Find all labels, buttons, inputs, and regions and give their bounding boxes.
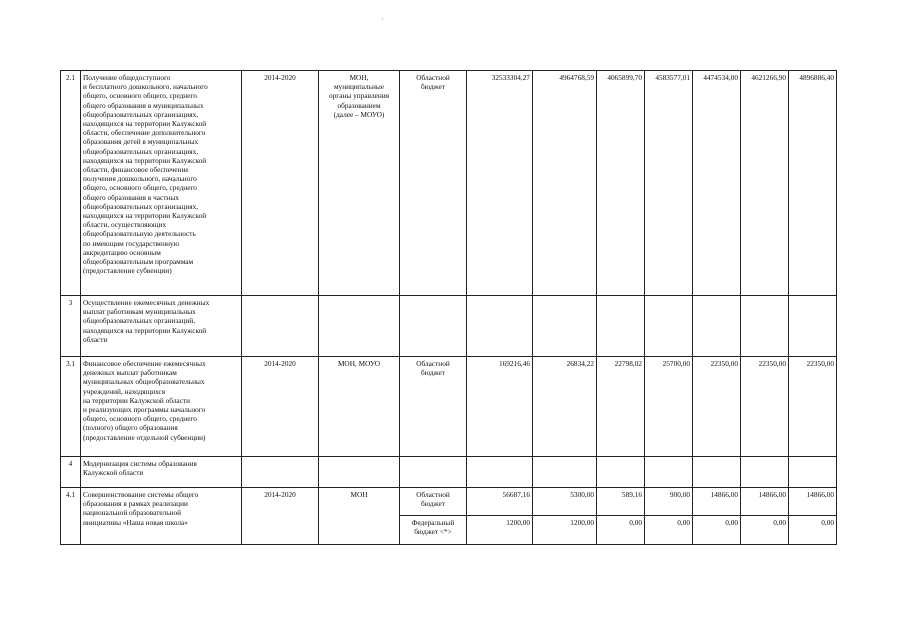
year-value: 1200,00	[533, 516, 597, 545]
row-number: 3	[61, 296, 81, 357]
table-row	[61, 457, 837, 488]
table-row	[61, 488, 837, 516]
table-row	[61, 296, 837, 357]
empty-cell	[319, 457, 400, 488]
empty-cell	[645, 457, 693, 488]
year-value: 0,00	[645, 516, 693, 545]
program-activities-table	[60, 70, 837, 545]
total-value: 169216,46	[467, 357, 533, 457]
row-number: 2.1	[61, 71, 81, 296]
funding-source: Областной бюджет	[400, 357, 467, 457]
implementation-period: 2014-2020	[242, 488, 319, 545]
empty-cell	[400, 296, 467, 357]
empty-cell	[319, 296, 400, 357]
year-value: 4583577,01	[645, 71, 693, 296]
empty-cell	[789, 296, 837, 357]
year-value: 0,00	[597, 516, 645, 545]
year-value: 900,00	[645, 488, 693, 516]
activity-description: Финансовое обеспечение ежемесячных денежных выплат работникам муниципальных общеобразовательных учреждений, находящихся на территории Калужской области и реализующих программы начального общего, основного общего, среднего (полного) общего образования (предоставление отдельной субвенции)	[81, 357, 242, 457]
year-value: 26834,22	[533, 357, 597, 457]
activity-description: Совершенствование системы общего образования в рамках реализации национальной образовательной инициативы «Наша новая школа»	[81, 488, 242, 545]
total-value: 56687,16	[467, 488, 533, 516]
empty-cell	[693, 296, 741, 357]
empty-cell	[533, 296, 597, 357]
empty-cell	[597, 296, 645, 357]
row-number: 4.1	[61, 488, 81, 545]
year-value: 25700,00	[645, 357, 693, 457]
total-value: 32533304,27	[467, 71, 533, 296]
year-value: 22350,00	[789, 357, 837, 457]
year-value: 14866,00	[789, 488, 837, 516]
activity-description: Осуществление ежемесячных денежных выплат работникам муниципальных общеобразовательных организаций, находящихся на территории Калужской области	[81, 296, 242, 357]
year-value: 0,00	[693, 516, 741, 545]
empty-cell	[741, 457, 789, 488]
year-value: 589,16	[597, 488, 645, 516]
empty-cell	[467, 296, 533, 357]
empty-cell	[533, 457, 597, 488]
activity-description: Модернизация системы образования Калужской области	[81, 457, 242, 488]
year-value: 4621266,90	[741, 71, 789, 296]
empty-cell	[597, 457, 645, 488]
year-value: 4065899,70	[597, 71, 645, 296]
empty-cell	[242, 457, 319, 488]
funding-source: Федеральный бюджет <*>	[400, 516, 467, 545]
year-value: 22798,02	[597, 357, 645, 457]
year-value: 14866,00	[741, 488, 789, 516]
year-value: 4964768,59	[533, 71, 597, 296]
year-value: 4474534,00	[693, 71, 741, 296]
empty-cell	[242, 296, 319, 357]
implementation-period: 2014-2020	[242, 71, 319, 296]
row-number: 3.1	[61, 357, 81, 457]
executor: МОН, МОУО	[319, 357, 400, 457]
year-value: 4896886,40	[789, 71, 837, 296]
activity-description: Получение общедоступного и бесплатного дошкольного, начального общего, основного общего, среднего общего образования в муниципальных общеобразовательных организациях, находящихся на территории Калужской области, обеспечение дополнительного образования детей в муниципальных общеобразовательных организациях, находящихся на территории Калужской области, финансовое обеспечение получения дошкольного, начального общего, основного общего, среднего общего образования в частных общеобразовательных организациях, находящихся на территории Калужской области, осуществляющих общеобразовательную деятельность по имеющим государственную аккредитацию основным общеобразовательным программам (предоставление субвенции)	[81, 71, 242, 296]
year-value: 22350,00	[693, 357, 741, 457]
year-value: 14866,00	[693, 488, 741, 516]
executor: МОН, муниципальные органы управления образованием (далее – МОУО)	[319, 71, 400, 296]
empty-cell	[400, 457, 467, 488]
funding-source: Областной бюджет	[400, 71, 467, 296]
executor: МОН	[319, 488, 400, 545]
year-value: 22350,00	[741, 357, 789, 457]
implementation-period: 2014-2020	[242, 357, 319, 457]
empty-cell	[645, 296, 693, 357]
empty-cell	[467, 457, 533, 488]
empty-cell	[789, 457, 837, 488]
empty-cell	[693, 457, 741, 488]
year-value: 0,00	[789, 516, 837, 545]
row-number: 4	[61, 457, 81, 488]
funding-source: Областной бюджет	[400, 488, 467, 516]
table-row	[61, 357, 837, 457]
year-value: 5300,00	[533, 488, 597, 516]
year-value: 0,00	[741, 516, 789, 545]
empty-cell	[741, 296, 789, 357]
table-row	[61, 71, 837, 296]
page-mark: ·	[381, 15, 384, 24]
total-value: 1200,00	[467, 516, 533, 545]
